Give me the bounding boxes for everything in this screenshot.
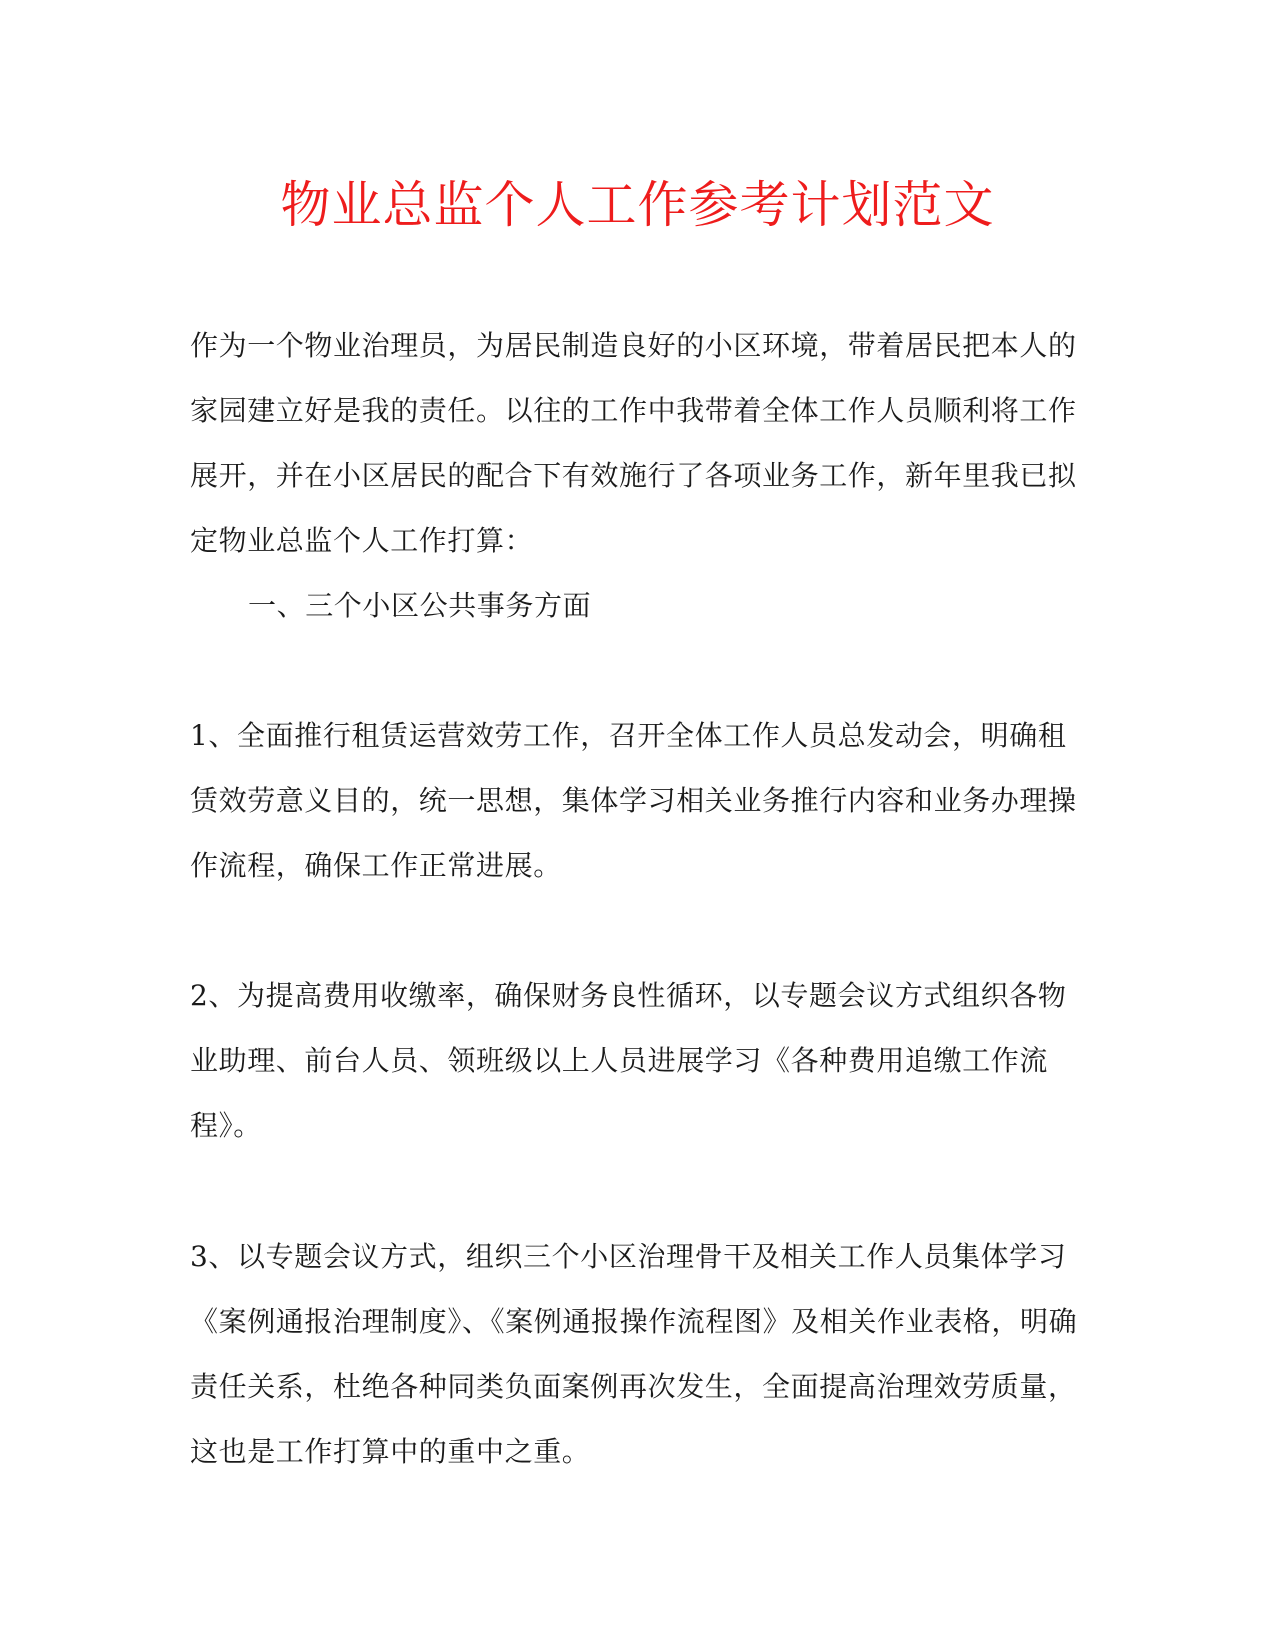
intro-paragraph: 作为一个物业治理员，为居民制造良好的小区环境，带着居民把本人的家园建立好是我的责任。以往的工作中我带着全体工作人员顺利将工作展开，并在小区居民的配合下有效施行了各项业务工作，新年里我已拟定物业总监个人工作打算： bbox=[190, 329, 1077, 557]
document-title: 物业总监个人工作参考计划范文 bbox=[280, 176, 995, 234]
list-item: 1、全面推行租赁运营效劳工作，召开全体工作人员总发动会，明确租赁效劳意义目的，统一思想，集体学习相关业务推行内容和业务办理操作流程，确保工作正常进展。 bbox=[190, 719, 1077, 882]
list-item: 2、为提高费用收缴率，确保财务良性循环，以专题会议方式组织各物业助理、前台人员、领班级以上人员进展学习《各种费用追缴工作流程》。 bbox=[190, 979, 1067, 1142]
list-item: 3、以专题会议方式，组织三个小区治理骨干及相关工作人员集体学习《案例通报治理制度》、《案例通报操作流程图》及相关作业表格，明确责任关系，杜绝各种同类负面案例再次发生，全面提高治理效劳质量，这也是工作打算中的重中之重。 bbox=[190, 1240, 1078, 1468]
section-heading: 一、三个小区公共事务方面 bbox=[248, 589, 592, 622]
